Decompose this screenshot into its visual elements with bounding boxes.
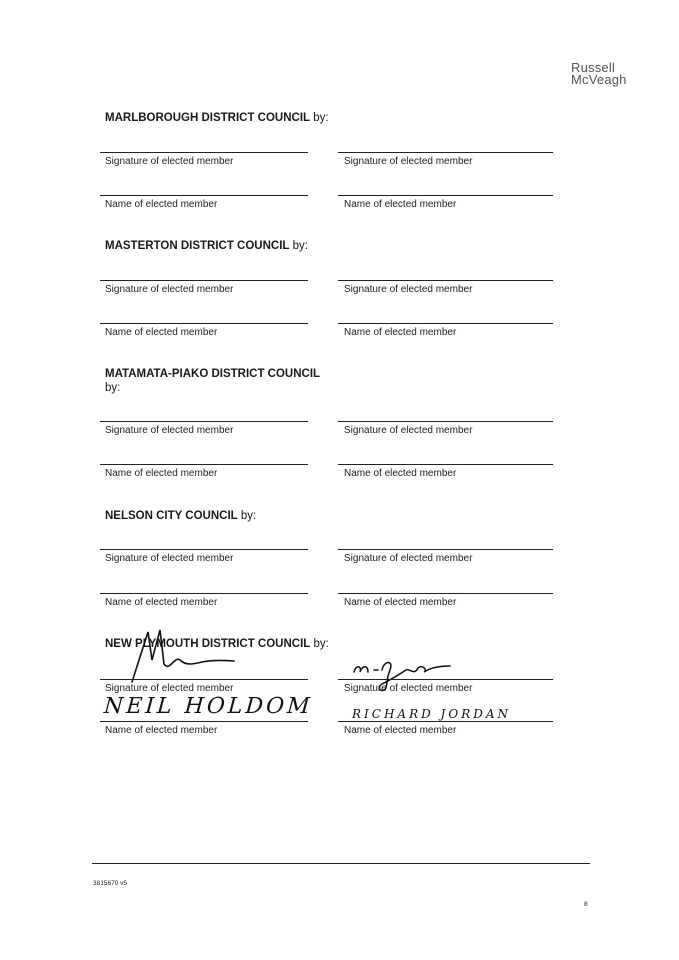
signature-caption: Signature of elected member bbox=[344, 284, 473, 295]
signature-caption: Signature of elected member bbox=[105, 284, 234, 295]
by-label: by: bbox=[105, 382, 121, 394]
name-line bbox=[338, 464, 553, 465]
logo-line-1: Russell bbox=[571, 60, 616, 75]
name-line bbox=[100, 593, 308, 594]
signature-line bbox=[338, 679, 553, 680]
name-caption: Name of elected member bbox=[344, 725, 457, 736]
signature-caption: Signature of elected member bbox=[344, 683, 473, 694]
page-number: 8 bbox=[584, 901, 588, 908]
name-line bbox=[338, 593, 553, 594]
signature-line bbox=[100, 152, 308, 153]
name-line bbox=[100, 195, 308, 196]
signature-caption: Signature of elected member bbox=[105, 156, 234, 167]
by-label: by: bbox=[310, 112, 329, 124]
handwritten-name-right: RICHARD JORDAN bbox=[352, 707, 512, 721]
handwritten-name-left: NEIL HOLDOM bbox=[103, 694, 314, 719]
council-heading-nelson bbox=[105, 510, 256, 522]
council-name: NEW PLYMOUTH DISTRICT COUNCIL bbox=[105, 638, 311, 650]
name-line bbox=[338, 721, 553, 722]
signature-caption: Signature of elected member bbox=[105, 553, 234, 564]
council-name: MASTERTON DISTRICT COUNCIL bbox=[105, 240, 290, 252]
by-label: by: bbox=[237, 510, 257, 522]
signature-line bbox=[100, 679, 308, 680]
russell-mcveagh-logo bbox=[571, 62, 641, 86]
by-label: by: bbox=[310, 638, 329, 650]
document-id: 3815670 v5 bbox=[93, 880, 127, 887]
footer-divider bbox=[92, 863, 590, 864]
signature-caption: Signature of elected member bbox=[344, 553, 473, 564]
by-label: by: bbox=[289, 240, 308, 252]
name-caption: Name of elected member bbox=[105, 725, 218, 736]
logo-line-2: McVeagh bbox=[571, 72, 627, 87]
name-caption: Name of elected member bbox=[344, 199, 457, 210]
name-caption: Name of elected member bbox=[105, 597, 218, 608]
council-heading-matamata-piako bbox=[105, 367, 325, 395]
council-heading-masterton bbox=[105, 240, 308, 252]
name-caption: Name of elected member bbox=[344, 597, 457, 608]
name-line bbox=[100, 721, 308, 722]
name-caption: Name of elected member bbox=[105, 468, 218, 479]
name-caption: Name of elected member bbox=[105, 199, 218, 210]
signature-line bbox=[338, 549, 553, 550]
council-heading-marlborough bbox=[105, 112, 329, 124]
name-caption: Name of elected member bbox=[105, 327, 218, 338]
signature-caption: Signature of elected member bbox=[105, 683, 234, 694]
signature-line bbox=[338, 421, 553, 422]
signature-caption: Signature of elected member bbox=[344, 425, 473, 436]
signature-line bbox=[100, 549, 308, 550]
name-line bbox=[338, 195, 553, 196]
name-line bbox=[100, 464, 308, 465]
council-name: NELSON CITY COUNCIL bbox=[105, 510, 238, 522]
council-name: MARLBOROUGH DISTRICT COUNCIL bbox=[105, 112, 311, 124]
signature-caption: Signature of elected member bbox=[105, 425, 234, 436]
signature-line bbox=[100, 280, 308, 281]
council-name: MATAMATA-PIAKO DISTRICT COUNCIL bbox=[105, 368, 321, 380]
name-line bbox=[338, 323, 553, 324]
signature-caption: Signature of elected member bbox=[344, 156, 473, 167]
signature-line bbox=[338, 280, 553, 281]
handwritten-signature-left bbox=[112, 620, 242, 684]
name-caption: Name of elected member bbox=[344, 468, 457, 479]
signature-line bbox=[100, 421, 308, 422]
signature-line bbox=[338, 152, 553, 153]
name-caption: Name of elected member bbox=[344, 327, 457, 338]
name-line bbox=[100, 323, 308, 324]
